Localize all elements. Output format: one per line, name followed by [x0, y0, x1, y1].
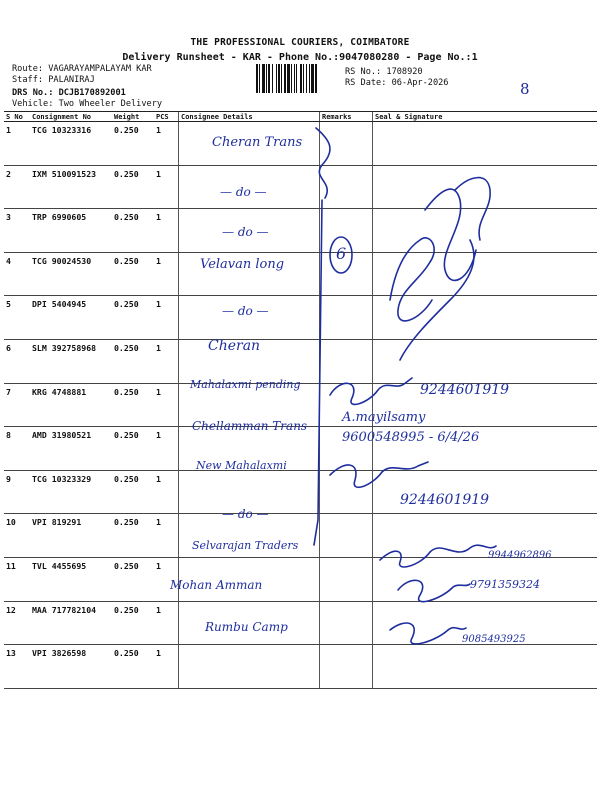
brace-stroke [316, 128, 330, 198]
handwritten-consignee-5: — do — [222, 304, 269, 318]
handwritten-consignee-11: Selvarajan Traders [192, 539, 299, 552]
row-consignment-no: TCG 10323316 [30, 122, 112, 166]
staff-label: Staff: PALANIRAJ [12, 75, 95, 85]
row-pcs: 1 [154, 122, 179, 166]
row-consignment-no: DPI 5404945 [30, 296, 112, 340]
row-sno: 7 [4, 383, 30, 427]
handwritten-consignee-3: — do — [222, 225, 269, 239]
handwritten-phone-row13: 9085493925 [462, 634, 526, 645]
row-pcs: 1 [154, 165, 179, 209]
col-weight: Weight [112, 112, 154, 122]
row-sno: 10 [4, 514, 30, 558]
drs-number: DRS No.: DCJB170892001 [12, 88, 126, 98]
handwritten-consignee-4: Velavan long [200, 257, 285, 272]
row-consignment-no: KRG 4748881 [30, 383, 112, 427]
row-consignment-no: MAA 717782104 [30, 601, 112, 645]
row-pcs: 1 [154, 557, 179, 601]
row-weight: 0.250 [112, 165, 154, 209]
vehicle-label: Vehicle: Two Wheeler Delivery [12, 99, 163, 109]
runsheet-subtitle: Delivery Runsheet - KAR - Phone No.:9047080280 - Page No.:1 [122, 52, 478, 63]
row-weight: 0.250 [112, 557, 154, 601]
row-consignment-no: IXM 510091523 [30, 165, 112, 209]
row-sno: 8 [4, 427, 30, 471]
row-sno: 5 [4, 296, 30, 340]
row-sno: 1 [4, 122, 30, 166]
handwritten-phone-row12: 9791359324 [470, 578, 540, 591]
handwritten-consignee-1: Cheran Trans [212, 135, 303, 150]
row-sno: 9 [4, 470, 30, 514]
row-consignment-no: TCG 90024530 [30, 252, 112, 296]
row-pcs: 1 [154, 427, 179, 471]
row-sno: 6 [4, 339, 30, 383]
row-sno: 4 [4, 252, 30, 296]
handwritten-phone-row11: 9944962896 [488, 550, 552, 561]
row-consignment-no: TVL 4455695 [30, 557, 112, 601]
row-weight: 0.250 [112, 601, 154, 645]
row-sno: 3 [4, 209, 30, 253]
row-pcs: 1 [154, 209, 179, 253]
handwritten-consignee-6: Cheran [208, 338, 261, 354]
handwritten-consignee-2: — do — [220, 185, 267, 199]
row-weight: 0.250 [112, 514, 154, 558]
row-weight: 0.250 [112, 122, 154, 166]
col-sno: S No [4, 112, 30, 122]
handwritten-consignee-12: Mohan Amman [170, 578, 263, 592]
handwritten-name-row8: A.mayilsamy [342, 410, 426, 425]
col-pcs: PCS [154, 112, 179, 122]
col-remarks: Remarks [320, 112, 373, 122]
row-consignment-no: AMD 31980521 [30, 427, 112, 471]
handwritten-consignee-10: — do — [222, 507, 269, 521]
row-weight: 0.250 [112, 470, 154, 514]
row-weight: 0.250 [112, 296, 154, 340]
handwritten-consignee-7: Mahalaxmi pending [190, 378, 301, 391]
handwritten-consignee-13: Rumbu Camp [205, 620, 288, 634]
page-mark-handwritten: 8 [520, 80, 530, 98]
row-pcs: 1 [154, 383, 179, 427]
row-consignment-no: SLM 392758968 [30, 339, 112, 383]
route-label: Route: VAGARAYAMPALAYAM KAR [12, 64, 152, 74]
row-pcs: 1 [154, 514, 179, 558]
row-weight: 0.250 [112, 252, 154, 296]
handwritten-phone-row7: 9244601919 [420, 382, 510, 398]
handwritten-remark-circle: 6 [336, 244, 347, 263]
handwritten-phone-row10: 9244601919 [400, 492, 490, 508]
handwritten-phone-row8: 9600548995 - 6/4/26 [342, 430, 480, 445]
row-consignment-no: TCG 10323329 [30, 470, 112, 514]
col-signature: Seal & Signature [373, 112, 598, 122]
row-consignment-no: VPI 819291 [30, 514, 112, 558]
row-pcs: 1 [154, 645, 179, 689]
row-pcs: 1 [154, 296, 179, 340]
row-consignment-no: TRP 6990605 [30, 209, 112, 253]
row-weight: 0.250 [112, 383, 154, 427]
row-weight: 0.250 [112, 645, 154, 689]
handwritten-consignee-9: New Mahalaxmi [196, 459, 287, 472]
row-sno: 11 [4, 557, 30, 601]
col-consignee: Consignee Details [179, 112, 320, 122]
row-pcs: 1 [154, 252, 179, 296]
row-weight: 0.250 [112, 427, 154, 471]
row-sno: 12 [4, 601, 30, 645]
company-title: THE PROFESSIONAL COURIERS, COIMBATORE [190, 37, 410, 48]
row-sno: 13 [4, 645, 30, 689]
row-sno: 2 [4, 165, 30, 209]
row-pcs: 1 [154, 470, 179, 514]
row-pcs: 1 [154, 339, 179, 383]
row-weight: 0.250 [112, 209, 154, 253]
rs-date: RS Date: 06-Apr-2026 [345, 78, 449, 88]
rs-number: RS No.: 1708920 [345, 67, 423, 77]
col-consignment: Consignment No [30, 112, 112, 122]
row-consignment-no: VPI 3826598 [30, 645, 112, 689]
handwritten-consignee-8: Chellamman Trans [192, 419, 308, 433]
row-pcs: 1 [154, 601, 179, 645]
row-weight: 0.250 [112, 339, 154, 383]
